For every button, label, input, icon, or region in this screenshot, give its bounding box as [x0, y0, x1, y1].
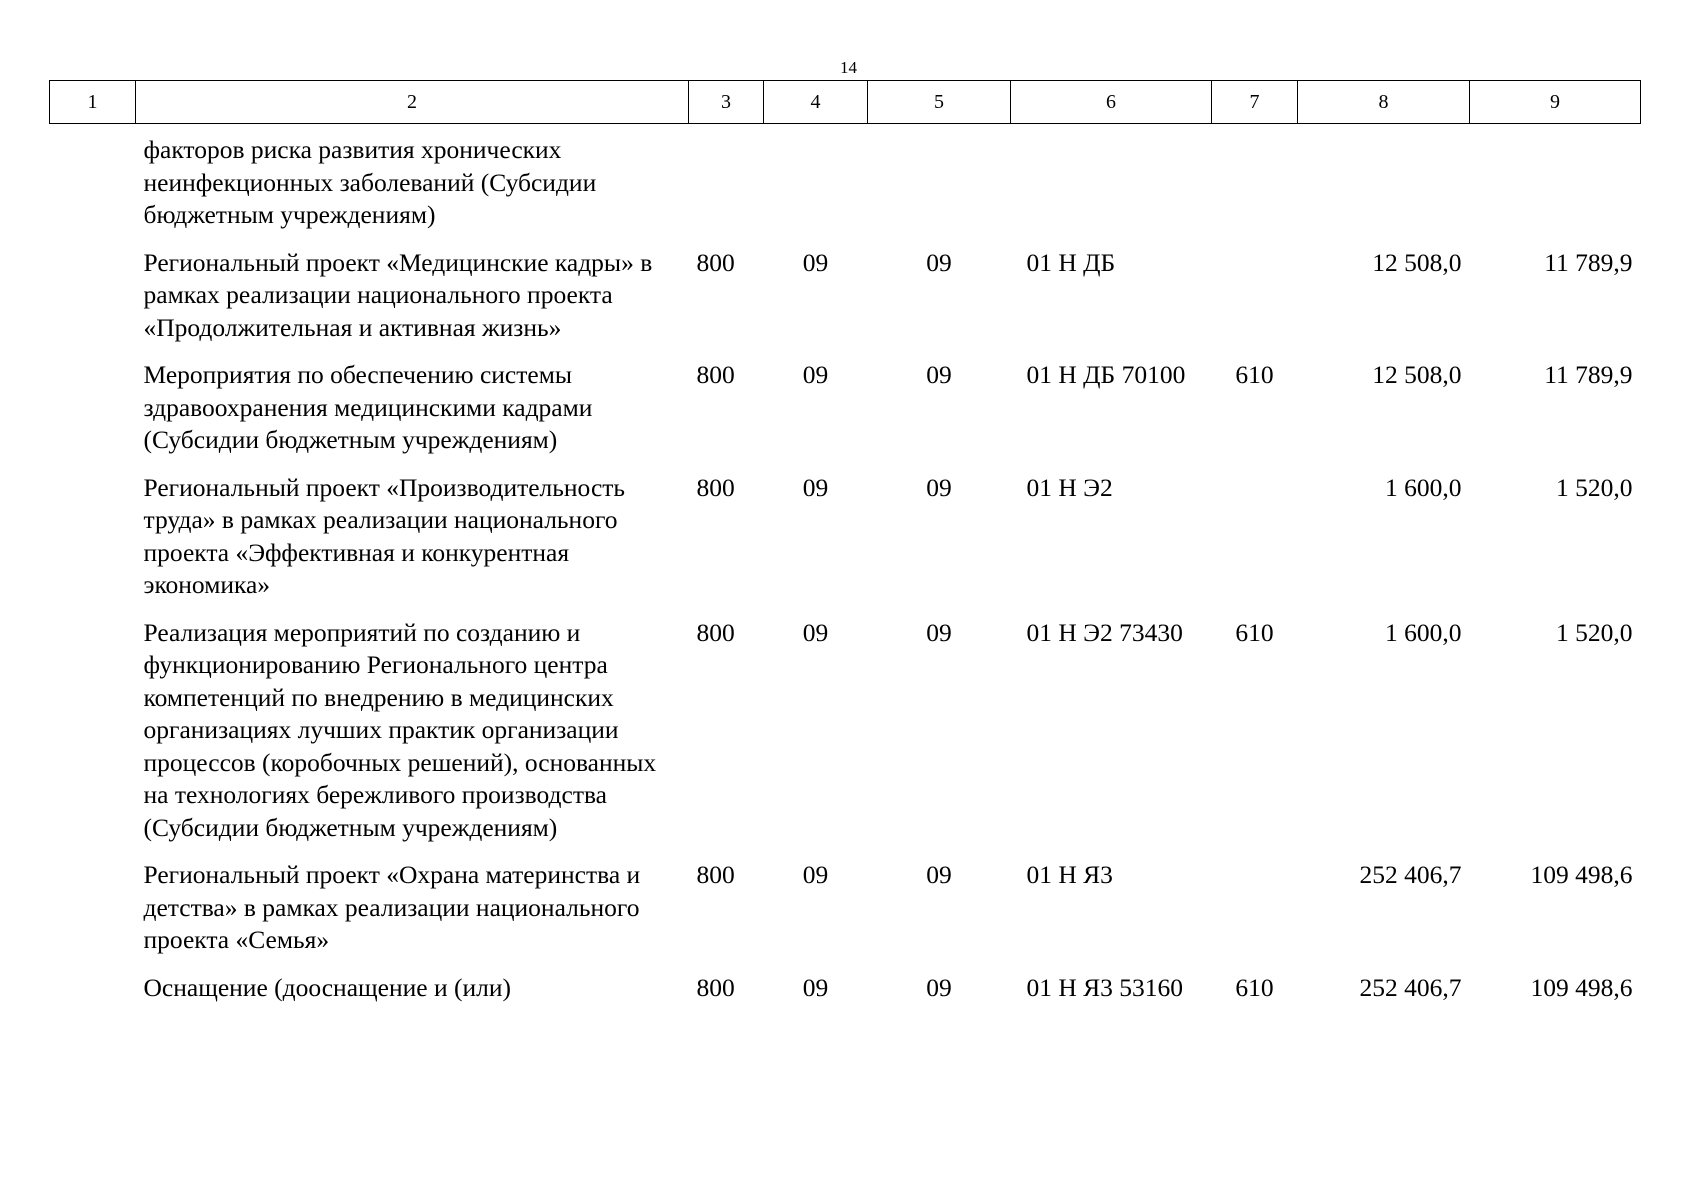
row-col-1 — [50, 617, 136, 860]
row-col-1 — [50, 972, 136, 1020]
header-col-7: 7 — [1212, 81, 1298, 124]
row-col-4: 09 — [802, 617, 829, 647]
row-col-3: 800 — [696, 360, 735, 389]
row-col-4: 09 — [802, 972, 829, 1002]
row-name: Реализация мероприятий по созданию и функционированию Регионального центра компетенций по внедрению в медицинских организациях лучших практик организации процессов (коробочных решений), основанных на технологиях бережливого производства (Субсидии бюджетным учреждениям) — [143, 617, 657, 842]
row-col-4: 09 — [802, 860, 829, 889]
row-name: Региональный проект «Медицинские кадры» в рамках реализации национального проекта «Продолжительная и активная жизнь» — [143, 247, 653, 342]
row-col-4: 09 — [802, 472, 829, 502]
header-col-3: 3 — [689, 81, 764, 124]
table-row — [50, 617, 1641, 860]
table-body — [50, 124, 1641, 1020]
header-row — [50, 81, 1641, 124]
row-col-1 — [50, 124, 136, 247]
row-name: Региональный проект «Производительность труда» в рамках реализации национального проекта «Эффективная и конкурентная экономика» — [143, 472, 626, 599]
row-col-9: 109 498,6 — [1530, 972, 1633, 1002]
row-col-6: 01 Н Я3 — [1026, 860, 1113, 889]
row-col-8: 1 600,0 — [1385, 617, 1462, 647]
header-col-5: 5 — [868, 81, 1011, 124]
row-col-9: 1 520,0 — [1556, 472, 1633, 502]
table-row — [50, 472, 1641, 617]
table-row — [50, 972, 1641, 1020]
budget-table — [49, 80, 1641, 1019]
table-row — [50, 359, 1641, 472]
header-col-1: 1 — [50, 81, 136, 124]
row-name: Мероприятия по обеспечению системы здравоохранения медицинскими кадрами (Субсидии бюджетным учреждениям) — [143, 360, 593, 454]
row-col-9: 109 498,6 — [1530, 860, 1633, 889]
row-name: факторов риска развития хронических неинфекционных заболеваний (Субсидии бюджетным учреждениям) — [143, 135, 597, 229]
row-col-7: 610 — [1235, 360, 1274, 389]
page-number: 14 — [840, 58, 857, 77]
row-col-5 — [868, 124, 1011, 247]
row-col-7 — [1212, 124, 1298, 247]
row-col-5: 09 — [926, 360, 952, 389]
row-col-5: 09 — [926, 472, 952, 502]
row-col-1 — [50, 359, 136, 472]
row-col-6: 01 Н Э2 — [1026, 472, 1113, 502]
row-col-9: 11 789,9 — [1544, 247, 1633, 277]
row-col-4: 09 — [802, 247, 829, 277]
row-col-3: 800 — [696, 860, 735, 889]
row-col-5: 09 — [926, 247, 952, 277]
row-col-7 — [1212, 472, 1298, 617]
row-col-8: 252 406,7 — [1359, 860, 1462, 889]
row-col-8: 1 600,0 — [1385, 472, 1462, 502]
header-col-6: 6 — [1011, 81, 1212, 124]
row-col-7: 610 — [1235, 617, 1274, 647]
table-header — [50, 81, 1641, 124]
row-name: Оснащение (дооснащение и (или) — [143, 972, 511, 1002]
header-col-4: 4 — [764, 81, 868, 124]
row-col-6: 01 Н Я3 53160 — [1026, 972, 1184, 1002]
row-col-3: 800 — [696, 617, 735, 647]
row-col-7 — [1212, 859, 1298, 972]
row-col-6: 01 Н ДБ 70100 — [1026, 360, 1186, 389]
row-col-5: 09 — [926, 860, 952, 889]
row-col-9: 1 520,0 — [1556, 617, 1633, 647]
row-col-4: 09 — [802, 360, 829, 389]
row-col-8: 12 508,0 — [1372, 247, 1462, 277]
row-col-3: 800 — [696, 472, 735, 502]
row-col-4 — [764, 124, 868, 247]
row-col-1 — [50, 472, 136, 617]
row-col-1 — [50, 859, 136, 972]
row-col-1 — [50, 247, 136, 360]
header-col-2: 2 — [136, 81, 689, 124]
row-col-9: 11 789,9 — [1544, 360, 1633, 389]
header-col-9: 9 — [1470, 81, 1641, 124]
row-col-3 — [689, 124, 764, 247]
row-col-8 — [1298, 124, 1470, 247]
row-col-7 — [1212, 247, 1298, 360]
row-col-8: 12 508,0 — [1372, 360, 1462, 389]
row-col-7: 610 — [1235, 972, 1274, 1002]
table-row — [50, 859, 1641, 972]
table-row — [50, 247, 1641, 360]
table-row — [50, 124, 1641, 247]
row-col-6 — [1011, 124, 1212, 247]
row-col-6: 01 Н Э2 73430 — [1026, 617, 1183, 647]
row-col-6: 01 Н ДБ — [1026, 247, 1116, 277]
row-col-9 — [1470, 124, 1641, 247]
row-col-3: 800 — [696, 972, 735, 1002]
row-col-5: 09 — [926, 972, 952, 1002]
row-name: Региональный проект «Охрана материнства и детства» в рамках реализации национального проекта «Семья» — [143, 860, 641, 954]
row-col-3: 800 — [696, 247, 735, 277]
row-col-8: 252 406,7 — [1359, 972, 1462, 1002]
row-col-5: 09 — [926, 617, 952, 647]
header-col-8: 8 — [1298, 81, 1470, 124]
